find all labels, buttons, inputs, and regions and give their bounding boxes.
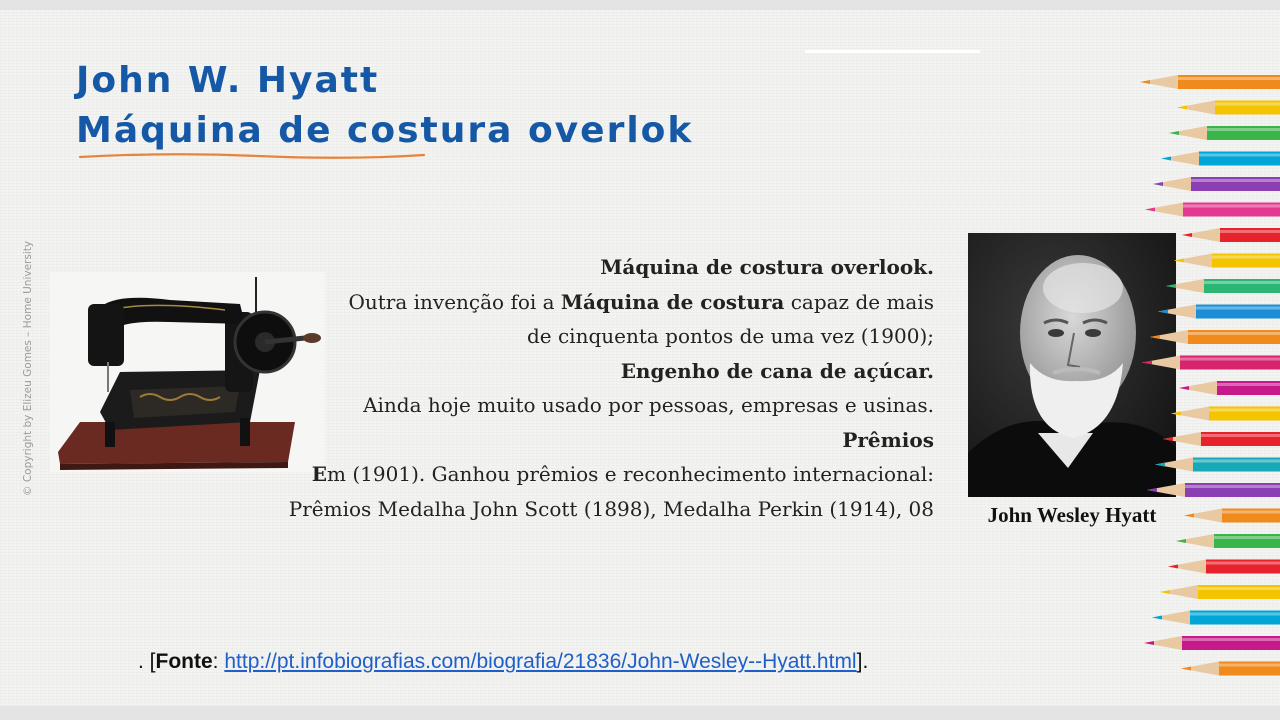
pencil-4 bbox=[1153, 177, 1280, 191]
pencil-23 bbox=[1181, 662, 1280, 676]
slide-subtitle: Máquina de costura overlok bbox=[76, 110, 694, 151]
pencil-13 bbox=[1171, 407, 1280, 421]
pencil-22 bbox=[1144, 636, 1280, 650]
pencil-15 bbox=[1155, 458, 1280, 472]
pencil-14 bbox=[1163, 432, 1280, 446]
pencil-6 bbox=[1182, 228, 1280, 242]
heading-overlook: Máquina de costura overlook. bbox=[600, 255, 934, 279]
source-link[interactable]: http://pt.infobiografias.com/biografia/21836/John-Wesley--Hyatt.html bbox=[224, 650, 857, 673]
pencil-10 bbox=[1150, 330, 1280, 344]
portrait-caption: John Wesley Hyatt bbox=[987, 503, 1157, 527]
pencil-17 bbox=[1184, 509, 1280, 523]
pencil-8 bbox=[1166, 279, 1280, 293]
pencil-9 bbox=[1158, 305, 1280, 319]
paragraph-line: de cinquenta pontos de uma vez (1900); bbox=[526, 324, 934, 348]
colored-pencils-decoration bbox=[1130, 65, 1280, 685]
pencil-2 bbox=[1169, 126, 1280, 140]
paragraph-line: Outra invenção foi a Máquina de costura capaz de mais bbox=[348, 289, 934, 314]
pencil-3 bbox=[1161, 152, 1280, 166]
pencil-19 bbox=[1168, 560, 1280, 574]
source-citation: . [Fonte: http://pt.infobiografias.com/biografia/21836/John-Wesley--Hyatt.html]. bbox=[138, 650, 869, 673]
paragraph-line: Em (1901). Ganhou prêmios e reconhecimento internacional: bbox=[311, 462, 934, 486]
paragraph-line: Ainda hoje muito usado por pessoas, empresas e usinas. bbox=[363, 393, 934, 417]
heading-engenho: Engenho de cana de açúcar. bbox=[620, 358, 934, 383]
pencil-7 bbox=[1174, 254, 1280, 268]
slide-title: John W. Hyatt bbox=[76, 60, 380, 101]
paragraph-line: Prêmios Medalha John Scott (1898), Medalha Perkin (1914), 08 bbox=[288, 496, 934, 521]
pencil-12 bbox=[1179, 381, 1280, 395]
pencil-0 bbox=[1140, 75, 1280, 89]
pencil-18 bbox=[1176, 534, 1280, 548]
decorative-line bbox=[805, 50, 980, 53]
copyright-text: © Copyright by Elizeu Gomes – Home University bbox=[22, 240, 34, 496]
heading-premios: Prêmios bbox=[842, 427, 934, 452]
pencil-11 bbox=[1142, 356, 1280, 370]
slide bbox=[0, 10, 1280, 706]
body-text bbox=[240, 250, 934, 526]
pencil-5 bbox=[1145, 203, 1280, 217]
pencil-21 bbox=[1152, 611, 1280, 625]
pencil-1 bbox=[1177, 101, 1280, 115]
pencil-20 bbox=[1160, 585, 1280, 599]
pencil-16 bbox=[1147, 483, 1280, 497]
title-underline bbox=[78, 150, 426, 162]
